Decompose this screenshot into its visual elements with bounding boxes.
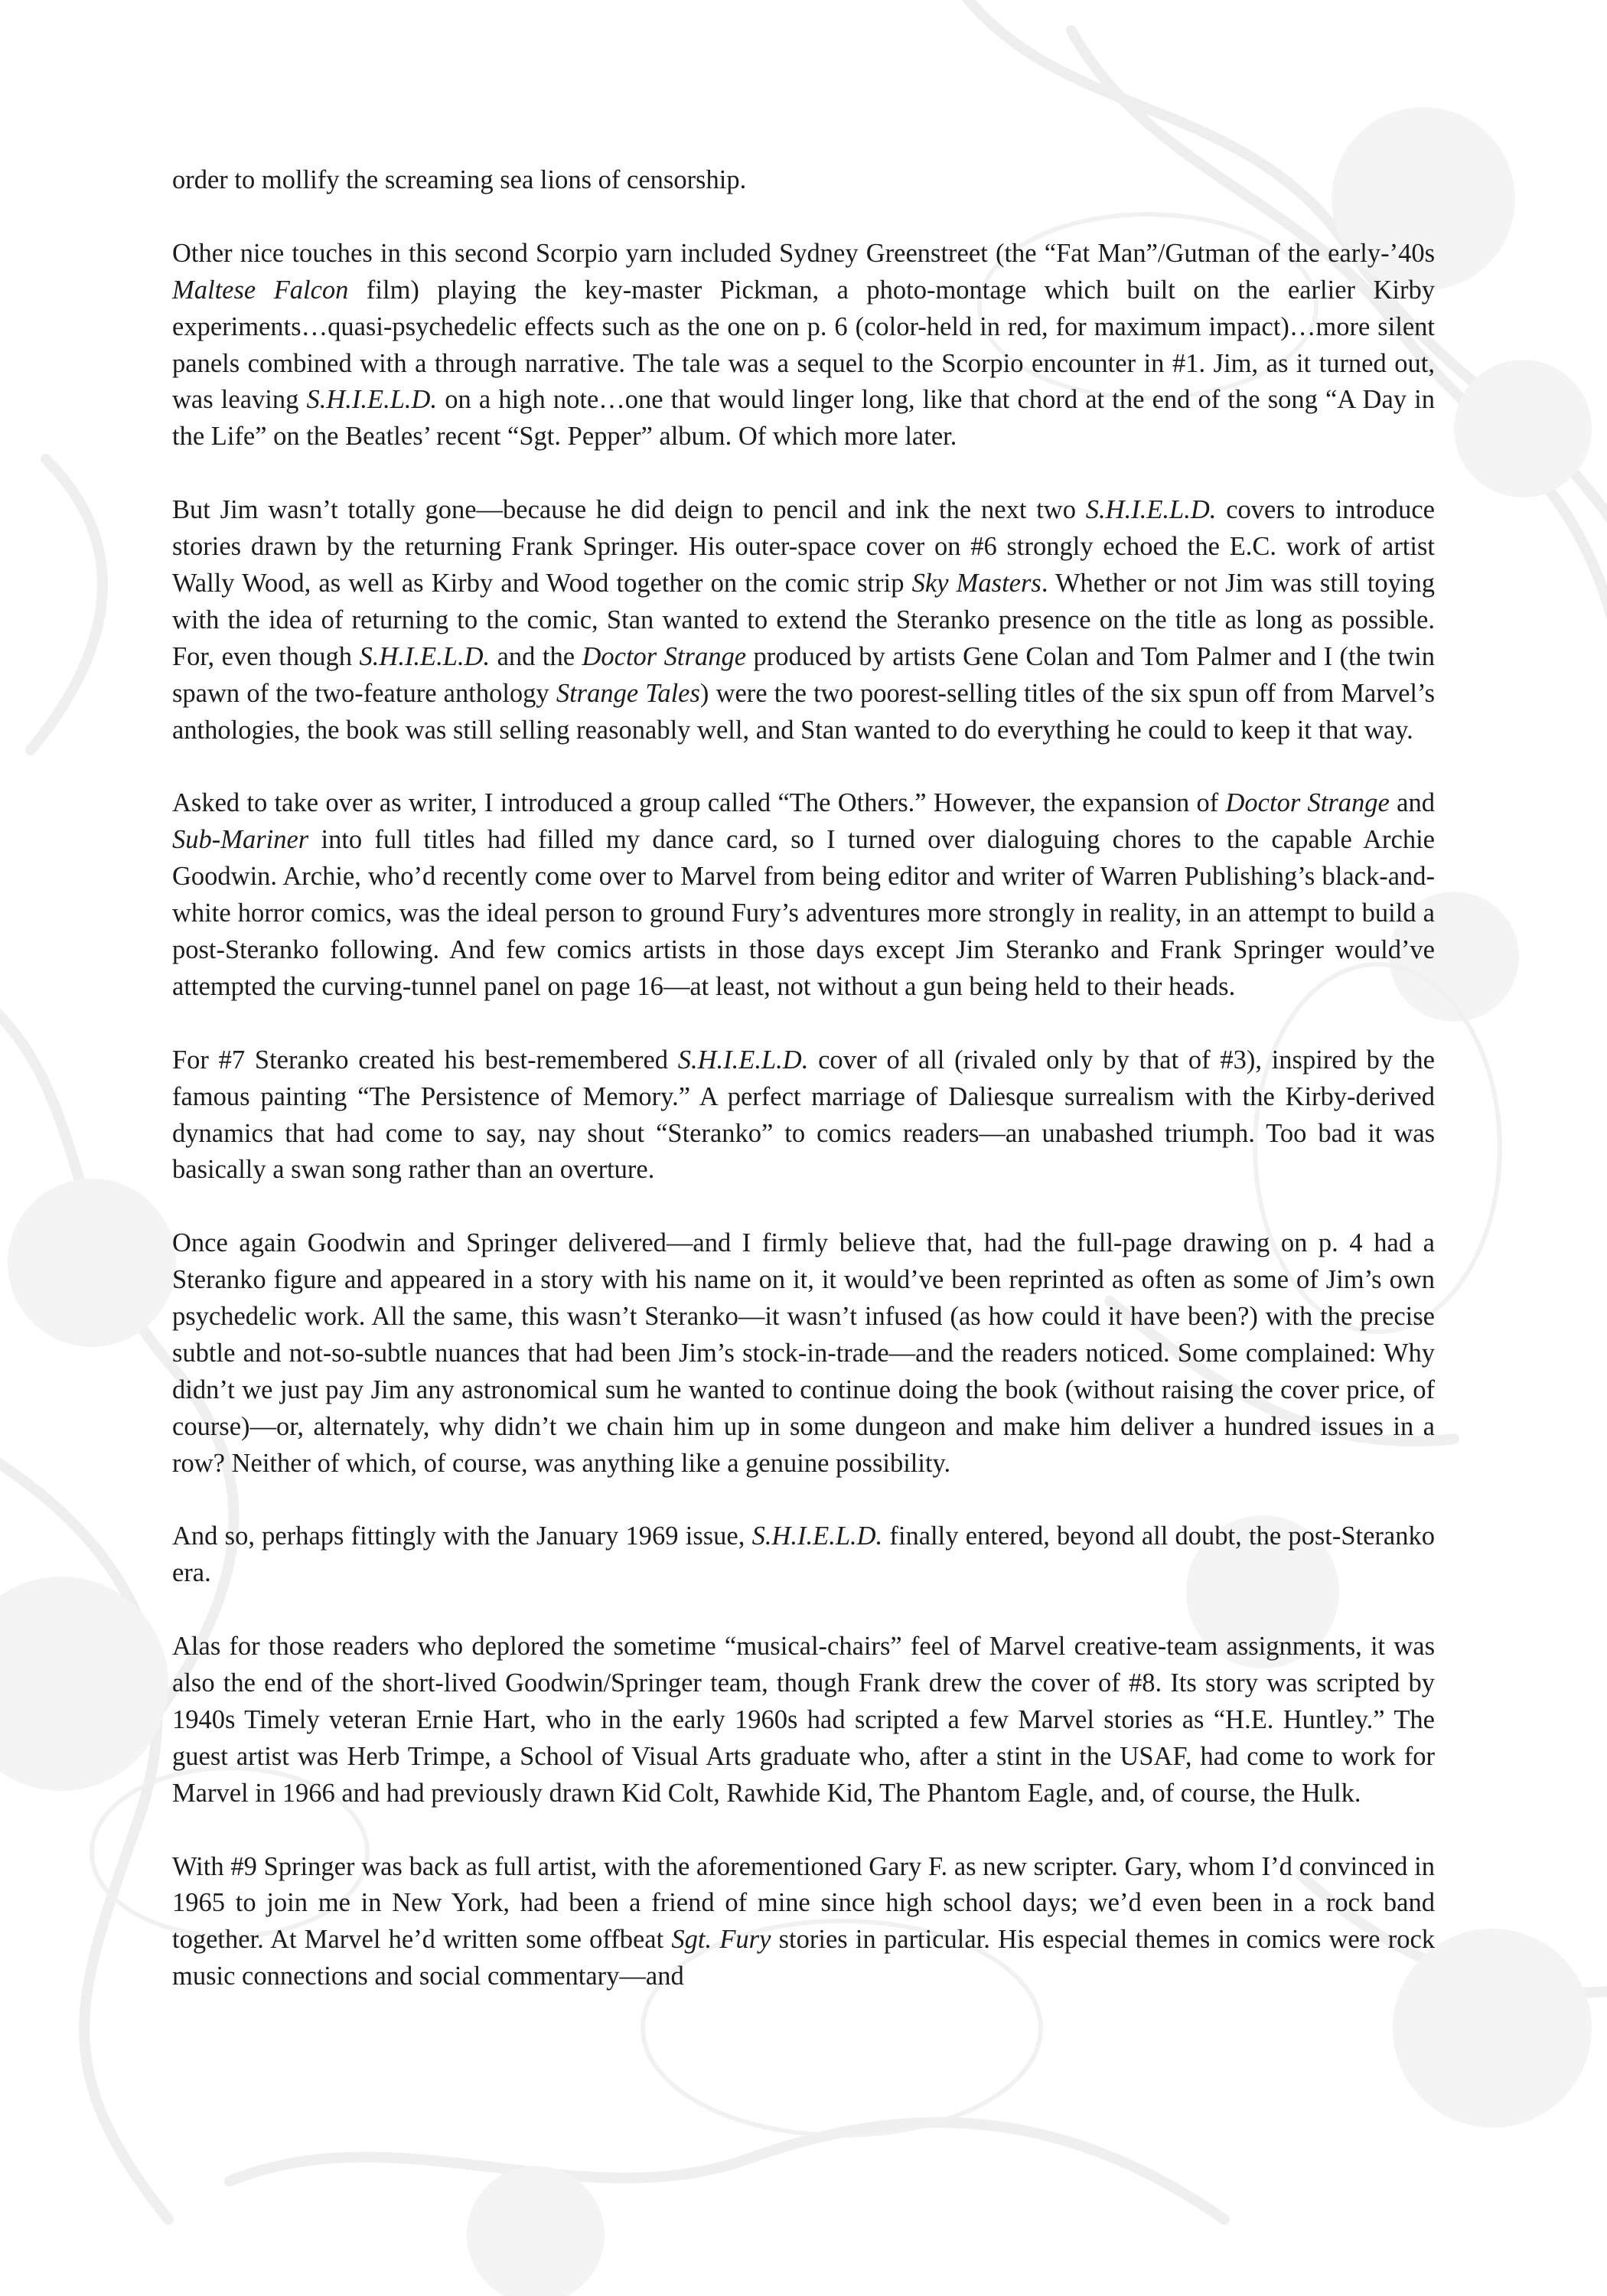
paragraph-text: produced by artists Gene Colan and Tom Palmer and I (the twin spawn of the two-feature anthology — [172, 641, 1435, 708]
italic-title-text: Doctor Strange — [582, 641, 747, 671]
paragraph — [172, 1518, 1435, 1592]
paragraph-text: Other nice touches in this second Scorpio yarn included Sydney Greenstreet (the “Fat Man”/Gutman of the early-’40s — [172, 238, 1435, 268]
paragraph — [172, 236, 1435, 455]
paragraph-text: covers to introduce stories drawn by the returning Frank Springer. His outer-space cover on #6 strongly echoed the E.C. work of artist Wally Wood, as well as Kirby and Wood together on the comic strip — [172, 495, 1435, 598]
italic-title-text: Strange Tales — [556, 678, 700, 708]
paragraph-text: Asked to take over as writer, I introduced a group called “The Others.” However, the expansion of — [172, 788, 1226, 818]
paragraph-text: film) playing the key-master Pickman, a photo-montage which built on the earlier Kirby experiments…quasi-psychedelic effects such as the one on p. 6 (color-held in red, for maximum impact)…more silent panels combined with a through narrative. The tale was a sequel to the Scorpio encounter in #1. Jim, as it turned out, was leaving — [172, 275, 1435, 415]
italic-title-text: S.H.I.E.L.D. — [751, 1521, 883, 1551]
italic-title-text: S.H.I.E.L.D. — [677, 1045, 809, 1075]
paragraph — [172, 1225, 1435, 1482]
paragraph-text: stories in particular. His especial themes in comics were rock music connections and social commentary—and — [172, 1925, 1436, 1991]
italic-title-text: S.H.I.E.L.D. — [359, 641, 491, 671]
paragraph-text: Alas for those readers who deplored the sometime “musical-chairs” feel of Marvel creative-team assignments, it was also the end of the short-lived Goodwin/Springer team, though Frank drew the cover of #8. Its story was scripted by 1940s Timely veteran Ernie Hart, who in the early 1960s had scripted a few Marvel stories as “H.E. Huntley.” The guest artist was Herb Trimpe, a School of Visual Arts graduate who, after a stint in the USAF, had come to work for Marvel in 1966 and had previously drawn Kid Colt, Rawhide Kid, The Phantom Eagle, and, of course, the Hulk. — [172, 1632, 1435, 1808]
paragraph-text: and — [1389, 788, 1435, 818]
paragraph-text: into full titles had filled my dance card, so I turned over dialoguing chores to the capable Archie Goodwin. Archie, who’d recently come over to Marvel from being editor and writer of Warren Publishing’s black-and-white horror comics, was the ideal person to ground Fury’s adventures more strongly in reality, in an attempt to build a post-Steranko following. And few comics artists in those days except Jim Steranko and Frank Springer would’ve attempted the curving-tunnel panel on page 16—at least, not without a gun being held to their heads. — [172, 825, 1435, 1001]
paragraph-text: With #9 Springer was back as full artist, with the aforementioned Gary F. as new scripter. Gary, whom I’d convinced in 1965 to join me in New York, had been a friend of mine since high school days; we’d even been in a rock band together. At Marvel he’d written some offbeat — [172, 1851, 1435, 1955]
italic-title-text: Doctor Strange — [1225, 788, 1390, 818]
paragraph-text: Once again Goodwin and Springer delivered—and I firmly believe that, had the full-page drawing on p. 4 had a Steranko figure and appeared in a story with his name on it, it would’ve been reprinted as often as some of Jim’s own psychedelic work. All the same, this wasn’t Steranko—it wasn’t infused (as how could it have been?) with the precise subtle and not-so-subtle nuances that had been Jim’s stock-in-trade—and the readers noticed. Some complained: Why didn’t we just pay Jim any astronomical sum he wanted to continue doing the book (without raising the cover price, of course)—or, alternately, why didn’t we chain him up in some dungeon and make him deliver a hundred issues in a row? Neither of which, of course, was anything like a genuine possibility. — [172, 1228, 1435, 1478]
paragraph — [172, 1042, 1435, 1189]
italic-title-text: Sub-Mariner — [172, 825, 309, 855]
paragraph-text: and the — [490, 641, 582, 671]
paragraph-text: cover of all (rivaled only by that of #3), inspired by the famous painting “The Persistence of Memory.” A perfect marriage of Daliesque surrealism with the Kirby-derived dynamics that had come to say, nay shout “Steranko” to comics readers—an unabashed triumph. Too bad it was basically a swan song rather than an overture. — [172, 1045, 1435, 1185]
italic-title-text: Maltese Falcon — [172, 275, 349, 305]
italic-title-text: Sky Masters — [911, 568, 1041, 598]
paragraph — [172, 1629, 1435, 1812]
paragraph-text: . Whether or not Jim was still toying with the idea of returning to the comic, Stan wanted to extend the Steranko presence on the title as long as possible. For, even though — [172, 568, 1435, 671]
paragraph — [172, 1849, 1435, 1996]
paragraph-text: And so, perhaps fittingly with the January 1969 issue, — [172, 1521, 752, 1551]
paragraph — [172, 492, 1435, 748]
paragraph-text: ) were the two poorest-selling titles of the six spun off from Marvel’s anthologies, the book was still selling reasonably well, and Stan wanted to do everything he could to keep it that way. — [172, 678, 1436, 745]
italic-title-text: S.H.I.E.L.D. — [306, 385, 438, 415]
paragraph-text: For #7 Steranko created his best-remembered — [172, 1045, 678, 1075]
paragraph-text: But Jim wasn’t totally gone—because he did deign to pencil and ink the next two — [172, 495, 1086, 525]
paragraph-text: finally entered, beyond all doubt, the post-Steranko era. — [172, 1521, 1435, 1588]
italic-title-text: S.H.I.E.L.D. — [1085, 495, 1217, 525]
paragraph-text: on a high note…one that would linger long, like that chord at the end of the song “A Day in the Life” on the Beatles’ recent “Sgt. Pepper” album. Of which more later. — [172, 385, 1435, 452]
paragraph-text: order to mollify the screaming sea lions of censorship. — [172, 165, 747, 194]
article-body — [172, 162, 1435, 2032]
paragraph — [172, 162, 1435, 199]
italic-title-text: Sgt. Fury — [671, 1925, 771, 1955]
paragraph — [172, 785, 1435, 1005]
